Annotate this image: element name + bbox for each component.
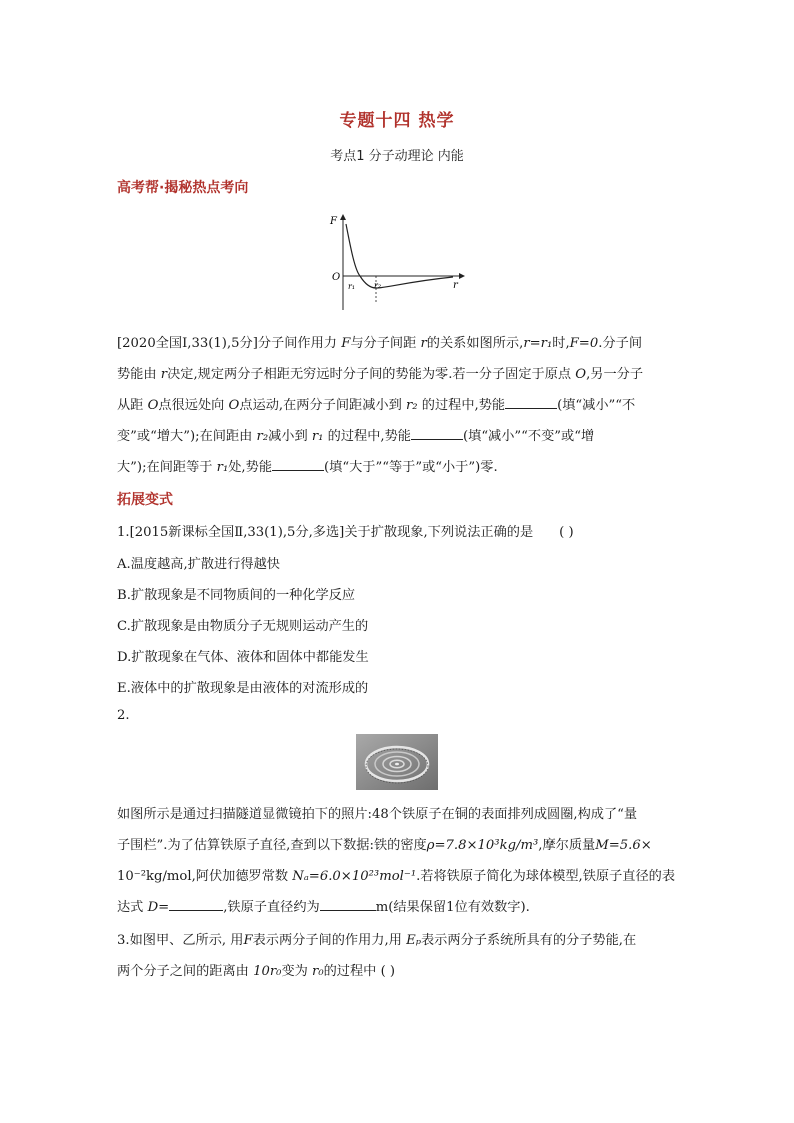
text: 子围栏”.为了估算铁原子直径,查到以下数据:铁的密度 <box>117 838 427 853</box>
q0-line-5 <box>117 456 498 475</box>
answer-blank-2[interactable] <box>411 425 463 440</box>
section-heading-extension: 拓展变式 <box>117 492 173 508</box>
q2-line-3 <box>117 865 675 884</box>
q2-line-4 <box>117 896 530 915</box>
text: 减小到 <box>268 429 312 444</box>
text: 决定,规定两分子相距无穷远时分子间的势能为零.若一分子固定于原点 <box>167 367 576 382</box>
text: ,铁原子直径约为 <box>223 900 320 915</box>
text: .分子间 <box>598 336 643 351</box>
var-f: F <box>341 336 351 351</box>
q0-line-3 <box>117 394 635 413</box>
q2-number: 2. <box>117 708 130 723</box>
page-title: 专题十四 热学 <box>339 111 455 131</box>
text: (填“减小”“不变”或“增 <box>462 429 595 444</box>
answer-parentheses[interactable]: ( ) <box>380 964 396 979</box>
text: [2020全国Ⅰ,33(1),5分]分子间作用力 <box>117 336 342 351</box>
q2-line-2 <box>117 834 652 853</box>
var-r2: r₂ <box>405 398 418 413</box>
text: .若将铁原子简化为球体模型,铁原子直径的表 <box>416 869 676 884</box>
force-curve <box>346 224 453 288</box>
quantum-corral-photo <box>356 734 438 790</box>
text: 变为 <box>281 964 313 979</box>
text: 达式 <box>117 900 148 915</box>
text: 势能由 <box>117 367 161 382</box>
var-d: D= <box>147 900 170 915</box>
molar-mass-unit: 10⁻²kg/mol <box>117 869 192 884</box>
text: 从距 <box>117 398 148 413</box>
answer-blank-1[interactable] <box>505 394 557 409</box>
text: 的过程中,势能 <box>323 429 411 444</box>
var-o: O <box>228 398 240 413</box>
r2-label: r₂ <box>374 281 382 290</box>
var-r-eq: r=r₁ <box>523 336 553 351</box>
var-o: O <box>575 367 587 382</box>
text: 的过程中 <box>323 964 381 979</box>
q3-line-1 <box>117 929 636 948</box>
text: 大”);在间距等于 <box>117 460 217 475</box>
r-axis-label: r <box>453 280 458 291</box>
text: 的关系如图所示, <box>426 336 524 351</box>
var-r0: r₀ <box>312 964 324 979</box>
text: 表示两分子系统所具有的分子势能,在 <box>420 933 637 948</box>
var-10r0: 10r₀ <box>253 964 282 979</box>
topic-subtitle: 考点1 分子动理论 内能 <box>330 149 464 164</box>
text: (填“减小”“不 <box>557 398 636 413</box>
origin-label: O <box>332 272 341 283</box>
text: 3.如图甲、乙所示, 用 <box>117 933 244 948</box>
r-axis-arrow <box>459 273 465 279</box>
text: 1.[2015新课标全国Ⅱ,33(1),5分,多选]关于扩散现象,下列说法正确的是 <box>117 525 534 540</box>
answer-blank-expression[interactable] <box>169 896 223 911</box>
answer-blank-3[interactable] <box>272 456 324 471</box>
q1-option-b: B.扩散现象是不同物质间的一种化学反应 <box>117 588 356 603</box>
var-r2: r₂ <box>256 429 269 444</box>
text: 两个分子之间的距离由 <box>117 964 254 979</box>
q3-line-2 <box>117 960 395 979</box>
text: 点很远处向 <box>158 398 229 413</box>
q2-line-1: 如图所示是通过扫描隧道显微镜拍下的照片:48个铁原子在铜的表面排列成圆圈,构成了“量 <box>117 807 638 822</box>
f-axis-arrow <box>340 214 346 220</box>
avogadro-value: Nₐ=6.0×10²³mol⁻¹ <box>292 869 417 884</box>
var-o: O <box>147 398 159 413</box>
text: 点运动,在两分子间距减小到 <box>239 398 406 413</box>
text: 与分子间距 <box>350 336 421 351</box>
section-heading-hot-topics: 高考帮·揭秘热点考向 <box>117 180 249 196</box>
text: m(结果保留1位有效数字). <box>375 900 530 915</box>
var-r1: r₁ <box>311 429 324 444</box>
var-f-eq: F=0 <box>569 336 599 351</box>
q1-stem <box>117 521 574 540</box>
r1-label: r₁ <box>348 282 356 291</box>
text: 的过程中,势能 <box>417 398 506 413</box>
text: 处,势能 <box>228 460 273 475</box>
text: 表示两分子间的作用力,用 <box>252 933 407 948</box>
q1-option-e: E.液体中的扩散现象是由液体的对流形成的 <box>117 681 369 696</box>
text: 时, <box>552 336 570 351</box>
q0-line-2 <box>117 363 643 382</box>
text: (填“大于”“等于”或“小于”)零. <box>324 460 498 475</box>
q0-line-1 <box>117 332 642 351</box>
q1-option-a: A.温度越高,扩散进行得越快 <box>117 557 280 572</box>
var-ep: Eₚ <box>406 933 421 948</box>
var-r: r <box>160 367 168 382</box>
var-f: F <box>243 933 253 948</box>
var-r: r <box>420 336 427 351</box>
q1-option-d: D.扩散现象在气体、液体和固体中都能发生 <box>117 650 369 665</box>
text: ,摩尔质量 <box>538 838 596 853</box>
text: 变”或“增大”);在间距由 <box>117 429 257 444</box>
q1-option-c: C.扩散现象是由物质分子无规则运动产生的 <box>117 619 369 634</box>
f-axis-label: F <box>330 216 337 227</box>
text: ,另一分子 <box>586 367 644 382</box>
force-distance-graph <box>325 212 465 312</box>
molar-mass-value: M=5.6× <box>595 838 652 853</box>
density-value: ρ=7.8×10³kg/m³ <box>426 838 539 853</box>
answer-parentheses[interactable]: ( ) <box>559 525 574 540</box>
var-r1: r₁ <box>216 460 229 475</box>
q0-line-4 <box>117 425 594 444</box>
text: ,阿伏加德罗常数 <box>191 869 293 884</box>
answer-blank-diameter[interactable] <box>320 896 376 911</box>
